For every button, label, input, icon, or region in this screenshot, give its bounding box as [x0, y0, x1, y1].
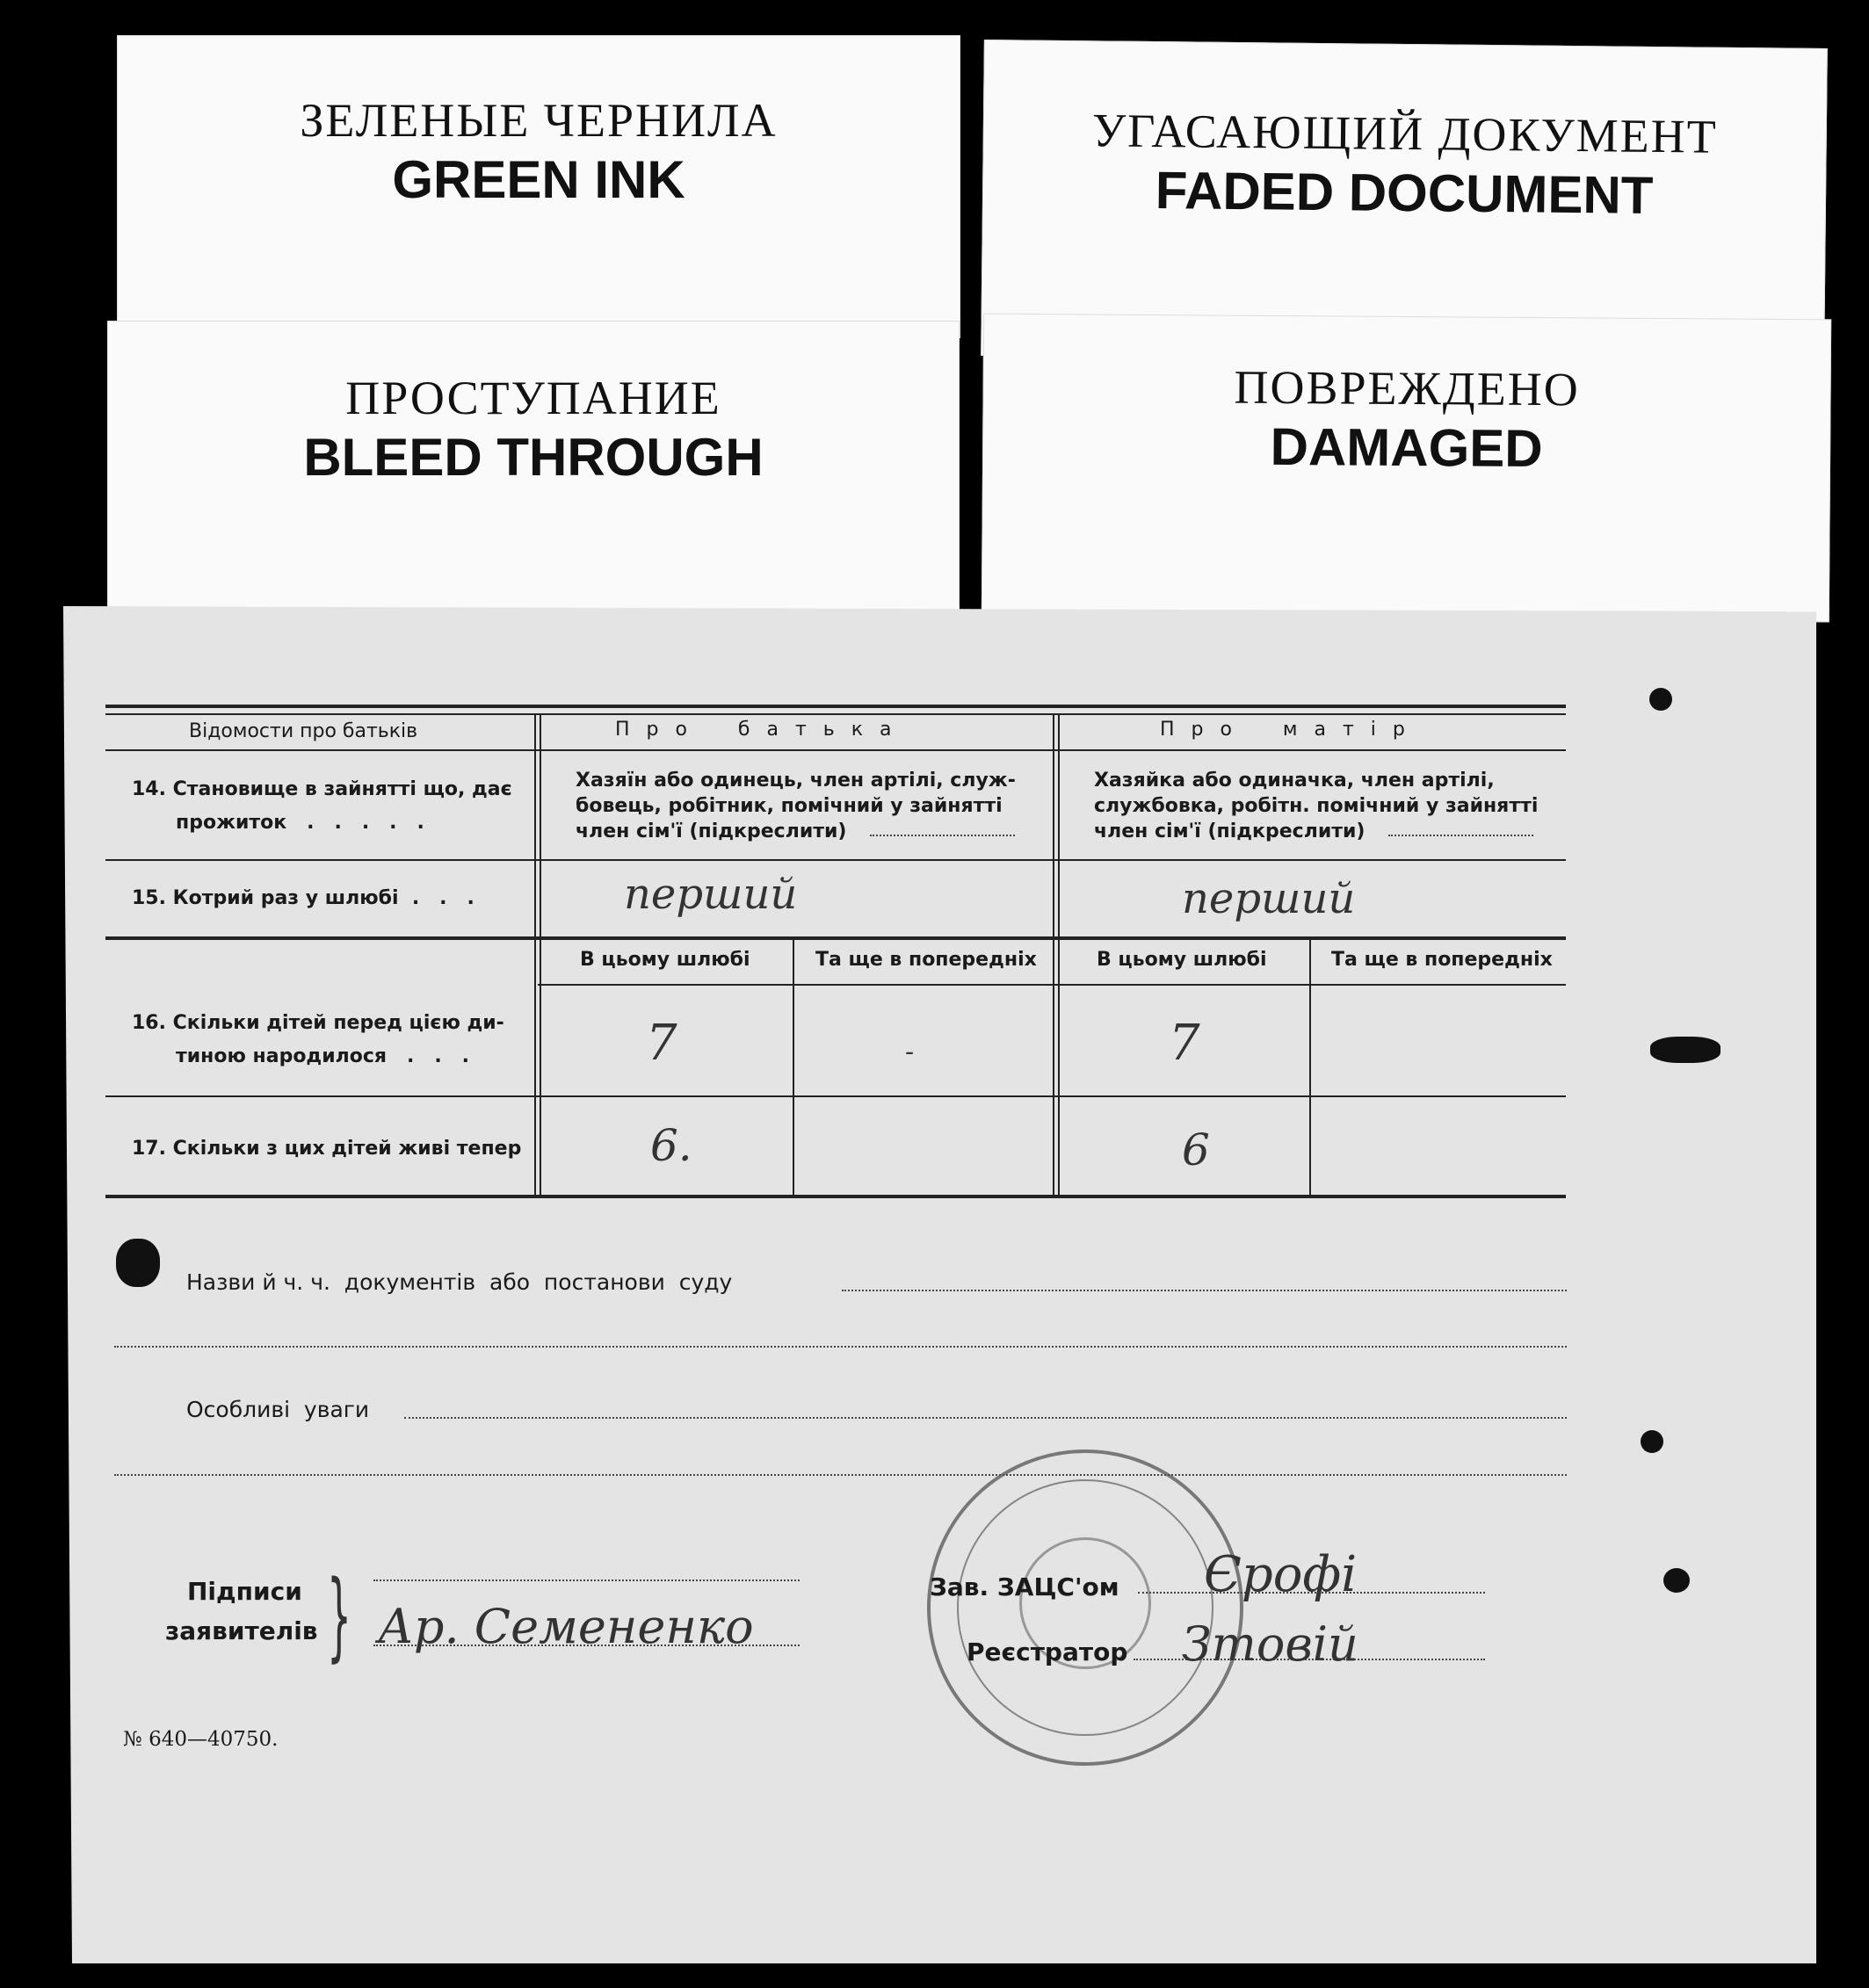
header-about-mother: П р о м а т і р: [1160, 719, 1410, 741]
notes-dots: [404, 1417, 1567, 1419]
form-number: № 640—40750.: [123, 1728, 279, 1751]
notice-card-damaged: [982, 314, 1831, 623]
row14-father-line1: Хазяїн або одинець, член артілі, служ-: [576, 770, 1016, 792]
row15-label: 15. Котрий раз у шлюбі . . .: [132, 887, 474, 909]
notice-card-bleed-through: [107, 321, 960, 619]
head-of-registry-label: Зав. ЗАЦС'ом: [930, 1572, 1119, 1601]
signatures-label-line2: заявителів: [165, 1616, 318, 1645]
header-about-father: П р о б а т ь к а: [615, 719, 897, 741]
punch-hole-2: [1641, 1430, 1663, 1453]
row16-father-this-handwritten: 7: [646, 1015, 677, 1072]
row15-mother-handwritten: перший: [1182, 874, 1356, 923]
card-label-ru: ЗЕЛЕНЫЕ ЧЕРНИЛА: [300, 94, 778, 147]
damage-mark-2: [1663, 1568, 1690, 1593]
row14-mother-dots: [1388, 835, 1533, 836]
damage-mark-1: [1650, 1037, 1720, 1063]
card-label-en: DAMAGED: [1270, 416, 1543, 479]
registrar-label: Реєстратор: [967, 1637, 1128, 1666]
subheader-mother-this-marriage: В цьому шлюбі: [1097, 949, 1267, 971]
row16-father-prev-handwritten: -: [905, 1037, 915, 1067]
applicant-signature: Ар. Семененко: [378, 1599, 754, 1654]
subheader-father-previous: Та ще в попередніх: [815, 949, 1037, 971]
table-bottom-rule: [105, 1195, 1566, 1198]
table-top-rule-2: [105, 713, 1566, 715]
head-signature: Єрофі: [1204, 1546, 1358, 1603]
col-divider-1: [534, 713, 536, 1196]
card-label-ru: ПОВРЕЖДЕНО: [1234, 360, 1580, 416]
documents-label: Назви й ч. ч. документів або постанови суду: [186, 1269, 733, 1295]
card-label-en: FADED DOCUMENT: [1155, 161, 1654, 225]
row16-mother-this-handwritten: 7: [1169, 1015, 1200, 1072]
col-divider-mother-sub: [1309, 940, 1311, 1196]
notice-card-green-ink: [117, 35, 960, 338]
card-label-ru: УГАСАЮЩИЙ ДОКУМЕНТ: [1091, 104, 1718, 163]
documents-dots-2: [114, 1346, 1567, 1348]
signature-dots-1: [373, 1580, 800, 1581]
row14-father-line2: бовець, робітник, помічний у зайнятті: [576, 795, 1003, 817]
subheader-rule: [538, 984, 1566, 986]
row17-label: 17. Скільки з цих дітей живі тепер: [132, 1138, 522, 1160]
row15-rule: [105, 936, 1566, 940]
row16-rule: [105, 1095, 1566, 1097]
col-divider-2b: [1058, 713, 1060, 1196]
punch-hole-1: [1649, 688, 1672, 711]
notes-dots-2: [114, 1474, 1567, 1476]
ink-blot: [116, 1239, 160, 1287]
row14-mother-line1: Хазяйка або одиначка, член артілі,: [1094, 770, 1495, 792]
row17-mother-this-handwritten: 6: [1182, 1124, 1210, 1175]
subheader-mother-previous: Та ще в попередніх: [1331, 949, 1553, 971]
row16-label-line1: 16. Скільки дітей перед цією ди-: [132, 1012, 504, 1034]
signatures-label-line1: Підписи: [187, 1577, 302, 1606]
row14-father-line3: член сім'ї (підкреслити): [576, 821, 847, 842]
row14-label-line2: прожиток . . . . .: [176, 812, 424, 834]
header-parents-info: Відомости про батьків: [189, 720, 418, 742]
notes-label: Особливі уваги: [186, 1397, 370, 1422]
signatures-brace: }: [327, 1559, 351, 1672]
col-divider-1b: [540, 713, 541, 1196]
col-divider-2: [1053, 713, 1054, 1196]
card-label-ru: ПРОСТУПАНИЕ: [345, 372, 721, 424]
row16-label-line2: тиною народилося . . .: [176, 1045, 470, 1067]
row14-father-dots: [870, 835, 1015, 836]
col-divider-father-sub: [793, 940, 794, 1196]
registrar-signature: Зтовій: [1182, 1616, 1358, 1672]
table-header-rule: [105, 749, 1566, 751]
card-label-en: BLEED THROUGH: [303, 428, 764, 487]
row14-mother-line3: член сім'ї (підкреслити): [1094, 821, 1366, 842]
row14-mother-line2: службовка, робітн. помічний у зайнятті: [1094, 795, 1539, 817]
row14-label-line1: 14. Становище в зайнятті що, дає: [132, 778, 512, 800]
documents-dots: [842, 1290, 1567, 1291]
table-top-rule: [105, 705, 1566, 708]
card-label-en: GREEN INK: [392, 150, 685, 209]
row15-father-handwritten: перший: [624, 870, 798, 919]
row17-father-this-handwritten: 6.: [650, 1120, 692, 1171]
subheader-father-this-marriage: В цьому шлюбі: [580, 949, 750, 971]
row14-rule: [105, 859, 1566, 861]
